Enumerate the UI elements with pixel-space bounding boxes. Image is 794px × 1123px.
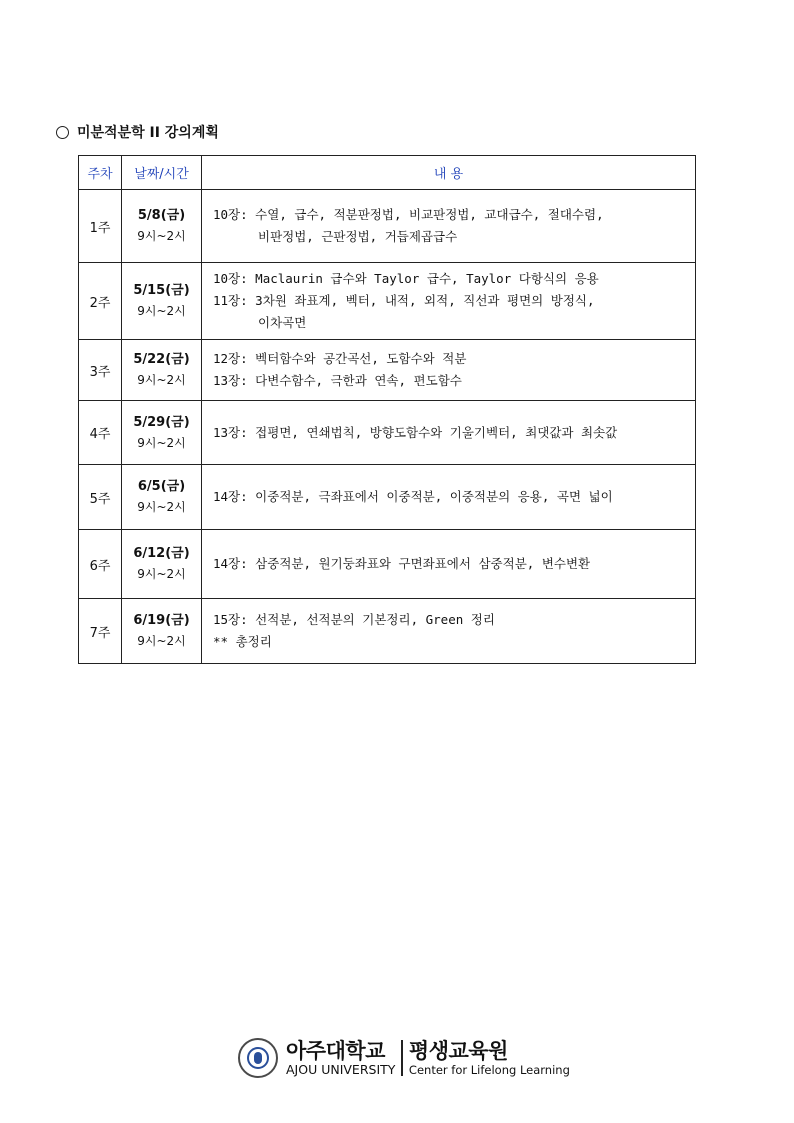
time-text: 9시~2시 (137, 567, 186, 581)
week-cell: 1주 (79, 190, 122, 263)
date-text: 6/19(금) (133, 613, 190, 628)
date-cell (122, 263, 202, 340)
content-cell (202, 190, 696, 263)
content-line: 이차곡면 (258, 315, 307, 330)
header-date: 날짜/시간 (122, 156, 202, 190)
circle-bullet-icon (56, 126, 69, 139)
section-heading (56, 122, 219, 142)
week-cell: 7주 (79, 599, 122, 664)
content-cell (202, 599, 696, 664)
content-cell (202, 465, 696, 530)
content-line: 12장: 벡터함수와 공간곡선, 도함수와 적분 (213, 351, 467, 366)
date-text: 5/8(금) (137, 208, 186, 223)
logo-divider (401, 1040, 403, 1076)
content-cell (202, 340, 696, 401)
content-line: 14장: 이중적분, 극좌표에서 이중적분, 이중적분의 응용, 곡면 넓이 (213, 489, 613, 504)
week-cell: 4주 (79, 401, 122, 465)
content-cell (202, 530, 696, 599)
university-name-en: AJOU UNIVERSITY (286, 1062, 396, 1077)
center-name-en: Center for Lifelong Learning (408, 1063, 570, 1077)
table-row (79, 401, 696, 465)
content-line: 10장: Maclaurin 급수와 Taylor 급수, Taylor 다항식의 응용 (213, 271, 599, 286)
content-line: 11장: 3차원 좌표계, 벡터, 내적, 외적, 직선과 평면의 방정식, (213, 293, 595, 308)
table-row (79, 599, 696, 664)
content-cell (202, 401, 696, 465)
institution-logo (238, 1034, 598, 1082)
date-text: 6/5(금) (137, 479, 186, 494)
header-week: 주차 (79, 156, 122, 190)
table-row (79, 263, 696, 340)
date-text: 6/12(금) (133, 546, 190, 561)
week-cell: 5주 (79, 465, 122, 530)
date-cell (122, 340, 202, 401)
table-row (79, 190, 696, 263)
date-text: 5/15(금) (133, 283, 190, 298)
content-line: ** 총정리 (213, 634, 272, 649)
content-line: 14장: 삼중적분, 원기둥좌표와 구면좌표에서 삼중적분, 변수변환 (213, 556, 591, 571)
time-text: 9시~2시 (137, 500, 186, 514)
content-line: 13장: 접평면, 연쇄법칙, 방향도함수와 기울기벡터, 최댓값과 최솟값 (213, 424, 618, 440)
date-cell (122, 190, 202, 263)
time-text: 9시~2시 (137, 373, 186, 387)
table-row (79, 340, 696, 401)
table-row (79, 465, 696, 530)
content-line: 13장: 다변수함수, 극한과 연속, 편도함수 (213, 373, 462, 388)
table-row (79, 530, 696, 599)
lecture-schedule-table (78, 155, 696, 664)
date-cell (122, 401, 202, 465)
date-text: 5/22(금) (133, 352, 190, 367)
content-line: 10장: 수열, 급수, 적분판정법, 비교판정법, 교대급수, 절대수렴, (213, 207, 604, 222)
table-header-row (79, 156, 696, 190)
university-name-ko: 아주대학교 (286, 1039, 385, 1063)
time-text: 9시~2시 (137, 304, 186, 318)
content-cell (202, 263, 696, 340)
week-cell: 2주 (79, 263, 122, 340)
date-cell (122, 599, 202, 664)
content-line: 15장: 선적분, 선적분의 기본정리, Green 정리 (213, 612, 495, 627)
date-cell (122, 530, 202, 599)
time-text: 9시~2시 (137, 435, 186, 450)
date-text: 5/29(금) (133, 414, 190, 430)
header-content: 내 용 (202, 156, 696, 190)
time-text: 9시~2시 (137, 634, 186, 648)
center-name-ko: 평생교육원 (408, 1039, 508, 1063)
university-emblem-icon (238, 1038, 278, 1078)
week-cell: 6주 (79, 530, 122, 599)
week-cell: 3주 (79, 340, 122, 401)
heading-title: 미분적분학 II 강의계획 (77, 125, 219, 141)
time-text: 9시~2시 (137, 229, 186, 243)
content-line: 비판정법, 근판정법, 거듭제곱급수 (258, 229, 458, 244)
date-cell (122, 465, 202, 530)
